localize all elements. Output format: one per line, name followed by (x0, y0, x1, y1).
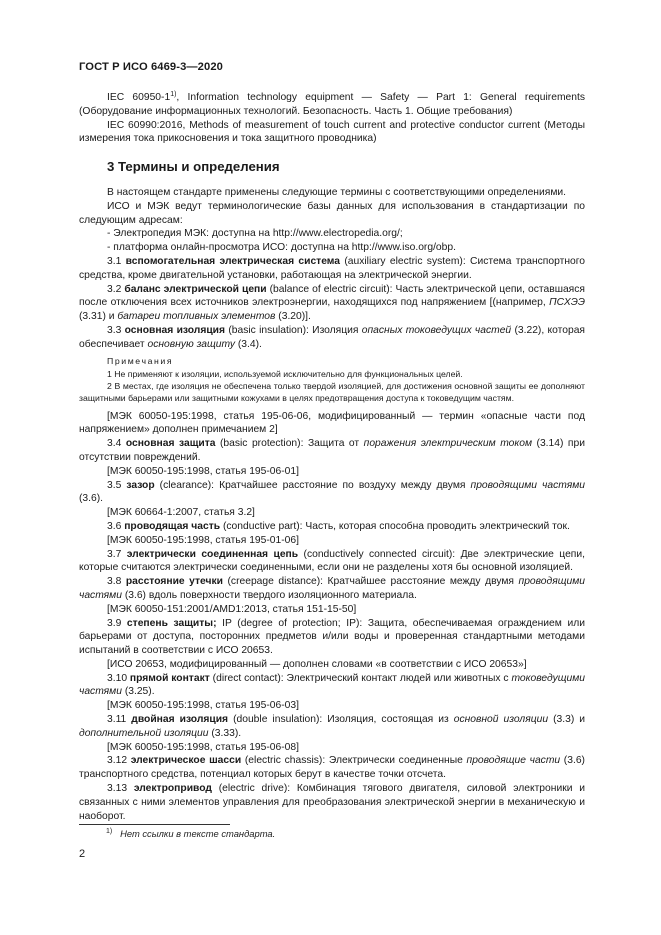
term-source: [МЭК 60050-195:1998, статья 195-06-06, модифицированный — термин «опасные части под напряжением» дополнен примечанием 2] (79, 410, 585, 436)
term-definition: IP (degree of protection; IP): Защита, обеспечиваемая ограждением или барьерами от доступа, посторонних предметов и/или воды и проверенная стандартными методами испытаний в соответствии с ИСО 20653. (79, 617, 585, 657)
term-definition: (3.14) при отсутствии повреждений. (79, 438, 585, 463)
term-definition: (3.25). (121, 686, 155, 698)
term-number: 3.1 (107, 255, 126, 267)
term-name: проводящая часть (124, 520, 221, 532)
term-number: 3.6 (107, 520, 125, 532)
term-definition: (double insulation): Изоляция, состоящая из (228, 714, 454, 726)
footnote-text: Нет ссылки в тексте стандарта. (120, 828, 276, 839)
footnote-divider (79, 824, 230, 825)
term-number: 3.12 (107, 755, 131, 767)
term-crossref: проводящие части (466, 755, 561, 767)
footnote-marker: 1) (170, 91, 177, 98)
ref-code: IEC 60950-1 (107, 92, 171, 103)
term-name: баланс электрической цепи (124, 283, 267, 295)
term-crossref: токоведущими частями (79, 672, 585, 698)
term-3-7 (79, 548, 585, 576)
term-name: электропривод (133, 783, 212, 795)
term-definition: (creepage distance): Кратчайшее расстояние между двумя (222, 576, 519, 588)
term-3-4 (79, 437, 585, 465)
term-name: основная защита (125, 438, 216, 450)
term-definition: (balance of electric circuit): Часть электрической цепи, оставшаяся после отключения всех источников электроэнергии, находящихся под напряжением [(например, (79, 283, 585, 309)
section-intro: В настоящем стандарте применены следующие термины с соответствующими определениями. (107, 186, 567, 198)
term-definition: (3.20)]. (275, 311, 311, 323)
term-definition: (3.6) вдоль поверхности твердого изоляционного материала. (121, 589, 417, 601)
term-definition: (electric chassis): Электрически соединенные (241, 755, 467, 767)
term-number: 3.3 (107, 324, 125, 336)
term-3-6 (79, 520, 585, 534)
term-definition: (electric drive): Комбинация тягового двигателя, силовой электроники и связанных с ними элементов управления для преобразования электрической энергии в механическую и наоборот. (79, 783, 585, 822)
term-name: прямой контакт (129, 672, 210, 684)
term-number: 3.11 (107, 714, 132, 726)
note-2: 2 В местах, где изоляция не обеспечена только твердой изоляцией, для достижения основной защиты ее дополняют защитными барьерами или защитными кожухами в целях предотвращения доступа к токоведущим частям. (79, 380, 585, 403)
term-3-10 (79, 672, 585, 700)
term-name: вспомогательная электрическая система (125, 255, 341, 267)
term-source: [МЭК 60050-195:1998, статья 195-06-03] (107, 700, 300, 712)
term-definition: (3.6). (79, 493, 104, 505)
term-3-12 (79, 754, 585, 782)
term-definition: (direct contact): Электрический контакт людей или животных с (209, 672, 512, 684)
term-number: 3.7 (107, 548, 127, 560)
term-definition: (conductive part): Часть, которая способна проводить электрический ток. (220, 520, 570, 532)
term-crossref: проводящими частями (79, 576, 585, 601)
term-definition: (auxiliary electric system): Система транспортного средства, кроме двигательной установки, работающая на электрической энергии. (79, 255, 585, 281)
term-name: зазор (126, 479, 155, 491)
term-3-5 (79, 479, 585, 507)
document-body (79, 91, 585, 823)
term-source: [МЭК 60050-151:2001/AMD1:2013, статья 151-15-50] (107, 603, 357, 615)
term-number: 3.9 (107, 617, 127, 629)
notes-title: Примечания (107, 355, 174, 366)
term-source: [ИСО 20653, модифицированный — дополнен словами «в соответствии с ИСО 20653»] (107, 658, 527, 670)
term-crossref: опасных токоведущих частей (361, 324, 512, 336)
note-1: 1 Не применяют к изоляции, используемой исключительно для функциональных целей. (107, 368, 463, 379)
term-source: [МЭК 60664-1:2007, статья 3.2] (107, 507, 255, 519)
term-definition: (3.31) и (79, 311, 118, 323)
term-crossref: батареи топливных элементов (117, 311, 276, 323)
term-definition: (3.4). (234, 338, 262, 350)
term-crossref: проводящими частями (470, 479, 585, 491)
term-definition: (3.3) и (548, 714, 586, 726)
term-source: [МЭК 60050-195:1998, статья 195-06-01] (107, 465, 300, 477)
term-source: [МЭК 60050-195:1998, статья 195-01-06] (107, 534, 300, 546)
term-definition: (basic insulation): Изоляция (225, 324, 362, 336)
reference-iec-60990: IEC 60990:2016, Methods of measurement of touch current and protective conductor current (Методы измерения тока прикосновения и тока защитного проводника) (79, 119, 585, 145)
term-definition: (conductively connected circuit): Две электрические цепи, которые считаются электрически соединенными, если они не разделены хотя бы основной изоляцией. (79, 548, 585, 574)
term-crossref: поражения электрическим током (363, 438, 533, 450)
list-item: - Электропедия МЭК: доступна на http://www.electropedia.org/; (107, 228, 403, 240)
term-3-9 (79, 617, 585, 658)
notes-block (79, 355, 585, 404)
ref-title: , Information technology equipment — Safety — Part 1: General requirements (Оборудование информационных технологий. Безопасность. Часть 1. Общие требования) (79, 92, 585, 117)
term-3-2 (79, 283, 585, 324)
term-crossref: основную защиту (147, 338, 235, 350)
section-title: 3 Термины и определения (107, 159, 280, 175)
term-3-8 (79, 575, 585, 603)
term-source: [МЭК 60050-195:1998, статья 195-06-08] (107, 741, 300, 753)
term-3-3 (79, 324, 585, 352)
term-name: основная изоляция (124, 324, 226, 336)
term-crossref: основной изоляции (453, 714, 549, 726)
term-name: электрическое шасси (130, 755, 242, 767)
term-number: 3.10 (107, 672, 130, 684)
term-crossref: дополнительной изоляции (79, 727, 209, 739)
term-name: двойная изоляция (131, 714, 229, 726)
term-definition: (basic protection): Защита от (215, 438, 364, 450)
term-name: электрически соединенная цепь (126, 548, 299, 560)
term-crossref: ПСХЭЭ (549, 297, 585, 309)
reference-iec-60950 (79, 91, 585, 119)
term-definition: (clearance): Кратчайшее расстояние по воздуху между двумя (154, 479, 471, 491)
term-definition: (3.6) транспортного средства, потенциал которых берут в качестве точки отсчета. (79, 755, 585, 781)
term-number: 3.5 (107, 479, 127, 491)
term-number: 3.2 (107, 283, 125, 295)
list-item: - платформа онлайн-просмотра ИСО: доступна на http://www.iso.org/obp. (107, 242, 456, 254)
term-definition: (3.33). (208, 727, 242, 739)
term-3-1 (79, 255, 585, 283)
term-name: расстояние утечки (125, 576, 223, 588)
page-number: 2 (79, 848, 86, 860)
term-number: 3.8 (107, 576, 126, 588)
footnote (106, 828, 275, 839)
section-intro-databases: ИСО и МЭК ведут терминологические базы данных для использования в стандартизации по следующим адресам: (79, 200, 585, 226)
term-name: степень защиты; (126, 617, 217, 629)
term-number: 3.4 (107, 438, 126, 450)
term-definition: (3.22), которая обеспечивает (79, 324, 585, 350)
term-number: 3.13 (107, 783, 134, 795)
standard-header: ГОСТ Р ИСО 6469-3—2020 (79, 61, 223, 73)
footnote-mark: 1) (106, 828, 113, 835)
term-3-13 (79, 782, 585, 823)
term-3-11 (79, 713, 585, 741)
